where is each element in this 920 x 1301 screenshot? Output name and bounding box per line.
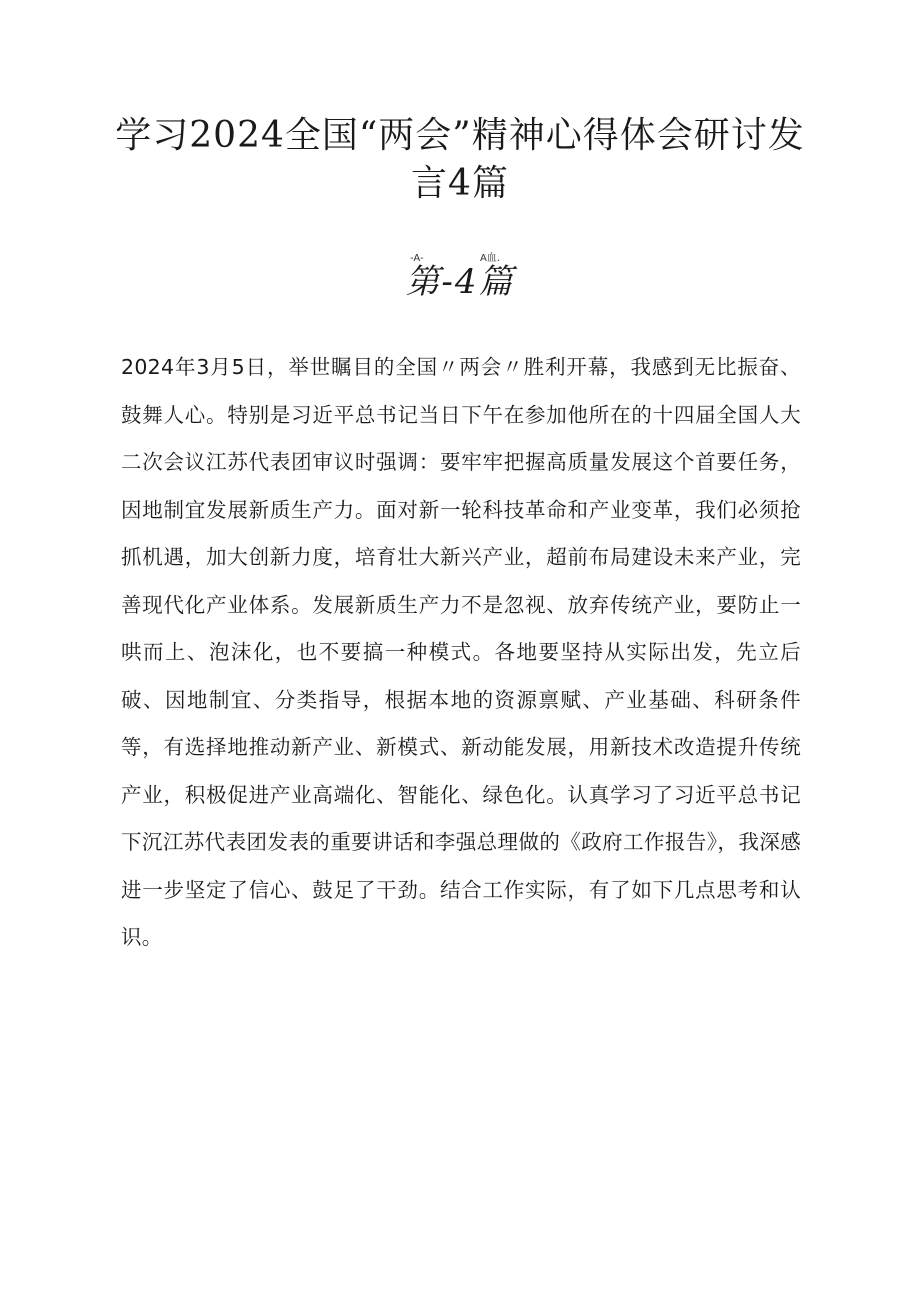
section-heading-text: 第-4篇 bbox=[405, 262, 515, 302]
section-heading bbox=[360, 254, 560, 302]
body-paragraph: 2024年3月5日，举世瞩目的全国〃两会〃胜利开幕，我感到无比振奋、鼓舞人心。特别是习近平总书记当日下午在参加他所在的十四届全国人大二次会议江苏代表团审议时强调：要牢牢把握高质量发展这个首要任务，因地制宜发展新质生产力。面对新一轮科技革命和产业变革，我们必须抢抓机遇，加大创新力度，培育壮大新兴产业，超前布局建设未来产业，完善现代化产业体系。发展新质生产力不是忽视、放弃传统产业，要防止一哄而上、泡沫化，也不要搞一种模式。各地要坚持从实际出发，先立后破、因地制宜、分类指导，根据本地的资源禀赋、产业基础、科研条件等，有选择地推动新产业、新模式、新动能发展，用新技术改造提升传统产业，积极促进产业高端化、智能化、绿色化。认真学习了习近平总书记下沉江苏代表团发表的重要讲话和李强总理做的《政府工作报告》，我深感进一步坚定了信心、鼓足了干劲。结合工作实际，有了如下几点思考和认识。 bbox=[121, 355, 801, 949]
heading-annotation-left: -A- bbox=[410, 253, 424, 264]
heading-annotation-right: A血. bbox=[480, 253, 501, 264]
document-title: 学习2024全国“两会”精神心得体会研讨发言4篇 bbox=[115, 115, 805, 204]
